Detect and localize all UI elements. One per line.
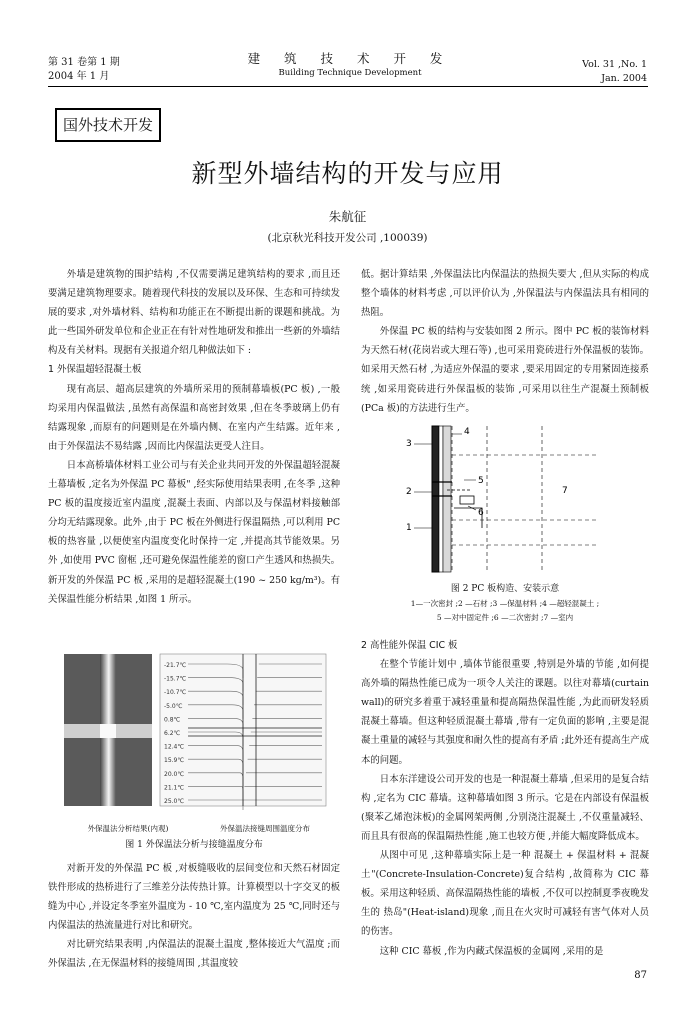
isotherm-label: 20.0℃ xyxy=(164,770,185,778)
joint-temperature-plot xyxy=(160,654,326,810)
left-para-4: 对新开发的外保温 PC 板 ,对板缝吸收的层间变位和天然石材固定铁件形成的热桥进行了三维差分法传热计算。计算模型以十字交叉的板缝为中心 ,并设定冬季室外温度为 - 10 ℃,室内温度为 25 ℃,同时还与内保温法的热流量进行对比和研究。 xyxy=(48,863,340,932)
right-para-2: 外保温 PC 板的结构与安装如图 2 所示。图中 PC 板的装饰材料为天然石材(花岗岩或大理石等) ,也可采用瓷砖进行外保温板的装饰。如采用天然石材 ,为适应外保温的要求 ,要采用固定的专用紧固连接系统 ,如采用瓷砖进行外保温板的装饰 ,可采用以往生产混凝土预制板(PCa 板)的方法进行生产。 xyxy=(361,326,649,414)
right-column-body xyxy=(361,265,649,418)
callout-7: 7 xyxy=(562,486,568,496)
isotherm-label: -5.0℃ xyxy=(164,702,183,710)
article-title: 新型外墙结构的开发与应用 xyxy=(191,159,504,188)
figure-2-legend-2: 5 —对中固定件 ;6 —二次密封 ;7 —室内 xyxy=(436,613,574,622)
header-volume-en: Vol. 31 ,No. 1 xyxy=(582,59,647,70)
figure-2-caption: 图 2 PC 板构造、安装示意 xyxy=(450,584,560,594)
callout-6: 6 xyxy=(478,508,484,518)
journal-title-en: Building Technique Development xyxy=(278,68,422,78)
left-column-body xyxy=(48,265,340,609)
left-column-body-2 xyxy=(48,859,340,974)
right-para-5: 从图中可见 ,这种幕墙实际上是一种 混凝土 + 保温材料 + 混凝土"(Concrete-Insulation-Concrete)复合结构 ,故简称为 CIC 幕板。采用这种轻质、高保温隔热性能的墙板 ,不仅可以控制夏季夜晚发生的 热岛"(Heat-island)现象 ,而且在火灾时可减轻有害气体对人员的伤害。 xyxy=(361,850,649,938)
figure-1-label-left: 外保温法分析结果(内观) xyxy=(87,824,169,833)
header-volume-cn: 第 31 卷第 1 期 xyxy=(48,57,120,68)
isotherm-label: -21.7℃ xyxy=(164,662,187,669)
right-para-4: 日本东洋建设公司开发的也是一种混凝土幕墙 ,但采用的是复合结构 ,定名为 CIC 幕墙。这种幕墙如图 3 所示。它是在内部设有保温板(聚苯乙烯泡沫板)的金属网架两侧 ,分别浇注混凝土 ,不仅重量减轻、而且具有很高的保温隔热性能 ,施工也较方便 ,并能大幅度降低成本。 xyxy=(361,773,649,842)
figure-2-graphics xyxy=(392,420,602,580)
right-para-1: 低。据计算结果 ,外保温法比内保温法的热损失要大 ,但从实际的构成整个墙体的材料考虑 ,可以评价认为 ,外保温法与内保温法具有相同的热阻。 xyxy=(361,269,649,319)
isotherm-label: 25.0℃ xyxy=(164,798,185,805)
page-number: 87 xyxy=(634,970,647,981)
callout-1: 1 xyxy=(406,523,412,533)
figure-1-graphics xyxy=(60,650,330,810)
header-date-en: Jan. 2004 xyxy=(601,73,647,84)
section-heading-1: 1 外保温超轻混凝土板 xyxy=(48,364,142,376)
header-rule xyxy=(48,86,648,87)
isotherm-label: 6.2℃ xyxy=(164,730,181,737)
inner-view-panel xyxy=(64,654,152,806)
isotherm-label: 12.4℃ xyxy=(164,743,185,751)
callout-2: 2 xyxy=(406,487,412,497)
right-column-body-2 xyxy=(361,636,649,961)
isotherm-label: 15.9℃ xyxy=(164,757,185,765)
author: 朱航征 xyxy=(328,209,367,224)
right-para-3: 在整个节能计划中 ,墙体节能很重要 ,特别是外墙的节能 ,如何提高外墙的隔热性能已成为一项令人关注的课题。以往对幕墙(curtain wall)的研究多着重于减轻重量和提高隔热保温性能 ,为此而研发轻质混凝土幕墙。但这种轻质混凝土幕墙 ,带有一定负面的影响 ,主要是混凝土重量的减轻与其强度和耐久性的提高有矛盾 ;此外还有提高生产成本的问题。 xyxy=(361,659,649,766)
left-para-5: 对比研究结果表明 ,内保温法的混凝土温度 ,整体接近大气温度 ;而外保温法 ,在无保温材料的接缝周围 ,其温度较 xyxy=(48,939,340,970)
figure-1-caption: 图 1 外保温法分析与接缝温度分布 xyxy=(125,840,263,850)
callout-3: 3 xyxy=(406,439,412,449)
header-date-cn: 2004 年 1 月 xyxy=(48,71,110,82)
section-heading-2: 2 高性能外保温 CIC 板 xyxy=(361,640,458,651)
figure-2-legend-1: 1—一次密封 ;2 —石材 ;3 —保温材料 ;4 —超轻混凝土 ; xyxy=(410,599,600,608)
isotherm-label: -10.7℃ xyxy=(164,689,187,697)
isotherm-label: 21.1℃ xyxy=(164,784,185,792)
figure-1-label-right: 外保温法接缝周围温度分布 xyxy=(220,824,310,833)
left-para-1: 外墙是建筑物的围护结构 ,不仅需要满足建筑结构的要求 ,而且还要满足建筑物理要求。随着现代科技的发展以及环保、生态和可持续发展的要求 ,对外墙材料、结构和功能正在不断提出新的课题和挑战。为此一些国外研发单位和企业正在有针对性地研发和推出一些新的外墙结构及有关材料。现据有关报道介绍几种做法如下 : xyxy=(48,269,340,357)
right-para-6: 这种 CIC 幕板 ,作为内藏式保温板的金属网 ,采用的是 xyxy=(379,945,604,957)
callout-5: 5 xyxy=(478,476,484,486)
figure-1 xyxy=(60,650,330,810)
journal-title-cn: 建 筑 技 术 开 发 xyxy=(247,51,453,66)
affiliation: (北京秋光科技开发公司 ,100039) xyxy=(267,232,428,244)
section-badge: 国外技术开发 xyxy=(55,108,161,142)
figure-2 xyxy=(392,420,602,580)
left-para-3: 日本高桥墙体材料工业公司与有关企业共同开发的外保温超轻混凝土幕墙板 ,定名为外保温 PC 幕板" ,经实际使用结果表明 ,在冬季 ,这种 PC 板的温度接近室内温度 ,混凝土表面、内部以及与保温材料接触部分均无结露现象。此外 ,由于 PC 板在外侧进行保温隔热 ,可以利用 PC 板的热容量 ,以便使室内温度变化时保持一定 ,并提高其节能效果。另外 ,如使用 PVC 窗框 ,还可避免保温性能差的窗口产生透风和热损失。新开发的外保温 PC 板 ,采用的是超轻混凝土(190 ~ 250 kg/m³)。有关保温性能分析结果 ,如图 1 所示。 xyxy=(48,459,340,605)
isotherm-label: 0.8℃ xyxy=(164,716,181,724)
pc-panel-construction xyxy=(414,426,597,572)
callout-4: 4 xyxy=(464,427,470,437)
isotherm-label: -15.7℃ xyxy=(164,675,187,683)
left-para-2: 现有高层、超高层建筑的外墙所采用的预制幕墙板(PC 板) ,一般均采用内保温做法 ,虽然有高保温和高密封效果 ,但在冬季玻璃上仍有结露现象 ,而原有的问题则是在外墙内侧、在室内产生结露。近年来 ,由于外保温法不易结露 ,因而比内保温法更受人注目。 xyxy=(48,383,340,452)
